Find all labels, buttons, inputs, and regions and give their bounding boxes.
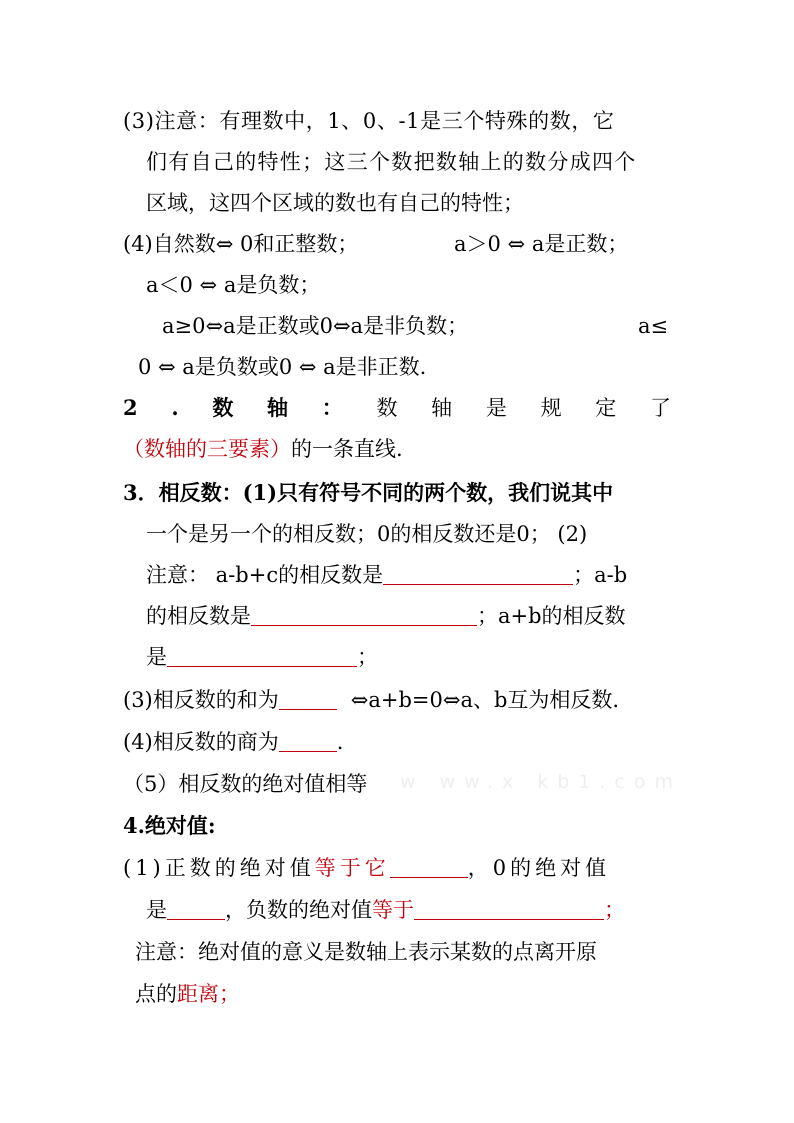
line-15-left: (3)相反数的和为 [123, 688, 279, 712]
line-13 [146, 602, 626, 630]
line-8-char: 轴 [267, 395, 289, 420]
three-elements-label: （数轴的三要素） [123, 437, 291, 461]
line-6-right: a≤ [638, 314, 669, 338]
answer-blank[interactable] [390, 857, 468, 878]
line-8-char: ： [321, 395, 343, 420]
line-9-rest: 的一条直线. [291, 437, 403, 461]
line-7: 0 ⇔ a是负数或0 ⇔ a是非正数. [138, 355, 427, 379]
line-3: 区域，这四个区域的数也有自己的特性； [146, 191, 524, 215]
line-12-right: ；a-b [573, 563, 628, 587]
line-15-right: ⇔a+b=0⇔a、b互为相反数. [350, 688, 620, 712]
line-10: 3．相反数：(1)只有符号不同的两个数，我们说其中 [123, 480, 614, 505]
answer-blank[interactable] [251, 605, 477, 626]
line-20-left: 是 [146, 898, 167, 922]
line-8-char: 定 [595, 396, 617, 420]
line-9 [123, 435, 403, 463]
line-2: 们有自己的特性；这三个数把数轴上的数分成四个 [146, 150, 637, 174]
line-16-left: (4)相反数的商为 [123, 730, 279, 754]
watermark: w ww.x kb1.com [400, 771, 683, 793]
line-4 [123, 230, 629, 258]
line-8-char: 2 [123, 395, 138, 420]
line-8-char: 了 [649, 396, 671, 420]
answer-blank[interactable] [167, 646, 357, 667]
line-8-char: 规 [540, 396, 562, 420]
line-11: 一个是另一个的相反数；0的相反数还是0； (2) [146, 522, 588, 546]
line-8-char: 是 [485, 396, 507, 420]
line-13-right: ；a+b的相反数 [477, 604, 626, 628]
line-16-right: . [336, 730, 344, 754]
line-8-char: . [171, 395, 179, 420]
line-12 [146, 561, 627, 589]
line-19 [123, 854, 610, 882]
answer-blank[interactable] [279, 731, 337, 752]
line-4-right: a＞0 ⇔ a是正数； [454, 232, 629, 256]
line-14-left: 是 [146, 645, 167, 669]
line-18: 4.绝对值: [123, 813, 216, 838]
line-1: (3)注意：有理数中，1、0、-1是三个特殊的数，它 [123, 109, 615, 133]
answer-blank[interactable] [167, 899, 225, 920]
line-14 [146, 643, 378, 671]
equals-label: 等于 [372, 898, 414, 922]
answer-blank[interactable] [383, 564, 573, 585]
line-17: （5）相反数的绝对值相等 [123, 772, 368, 796]
line-22-left: 点的 [135, 982, 177, 1006]
line-20-end: ； [604, 898, 625, 922]
line-6 [162, 312, 669, 340]
distance-label: 距离； [177, 982, 240, 1006]
line-15 [123, 686, 619, 714]
line-21: 注意：绝对值的意义是数轴上表示某数的点离开原 [135, 940, 597, 964]
line-22 [135, 980, 240, 1008]
line-19-left: (1)正数的绝对值 [123, 856, 315, 880]
line-5: a＜0 ⇔ a是负数； [146, 273, 321, 297]
line-6-left: a≥0⇔a是正数或0⇔a是非负数； [162, 314, 469, 338]
answer-blank[interactable] [279, 689, 337, 710]
line-14-right: ； [357, 645, 378, 669]
line-8-char: 数 [376, 396, 398, 420]
line-8-char: 数 [212, 395, 234, 420]
line-16 [123, 728, 343, 756]
line-20 [146, 896, 625, 924]
line-4-left: (4)自然数⇔ 0和正整数； [123, 232, 359, 256]
line-20-mid: ，负数的绝对值 [225, 898, 372, 922]
line-8-number-axis [123, 394, 671, 422]
line-19-right: ，0的绝对值 [467, 856, 611, 880]
line-8-char: 轴 [431, 396, 453, 420]
answer-blank[interactable] [414, 899, 604, 920]
line-12-left: 注意： a-b+c的相反数是 [146, 563, 384, 587]
line-13-left: 的相反数是 [146, 604, 251, 628]
equals-itself-label: 等于它 [314, 856, 390, 880]
